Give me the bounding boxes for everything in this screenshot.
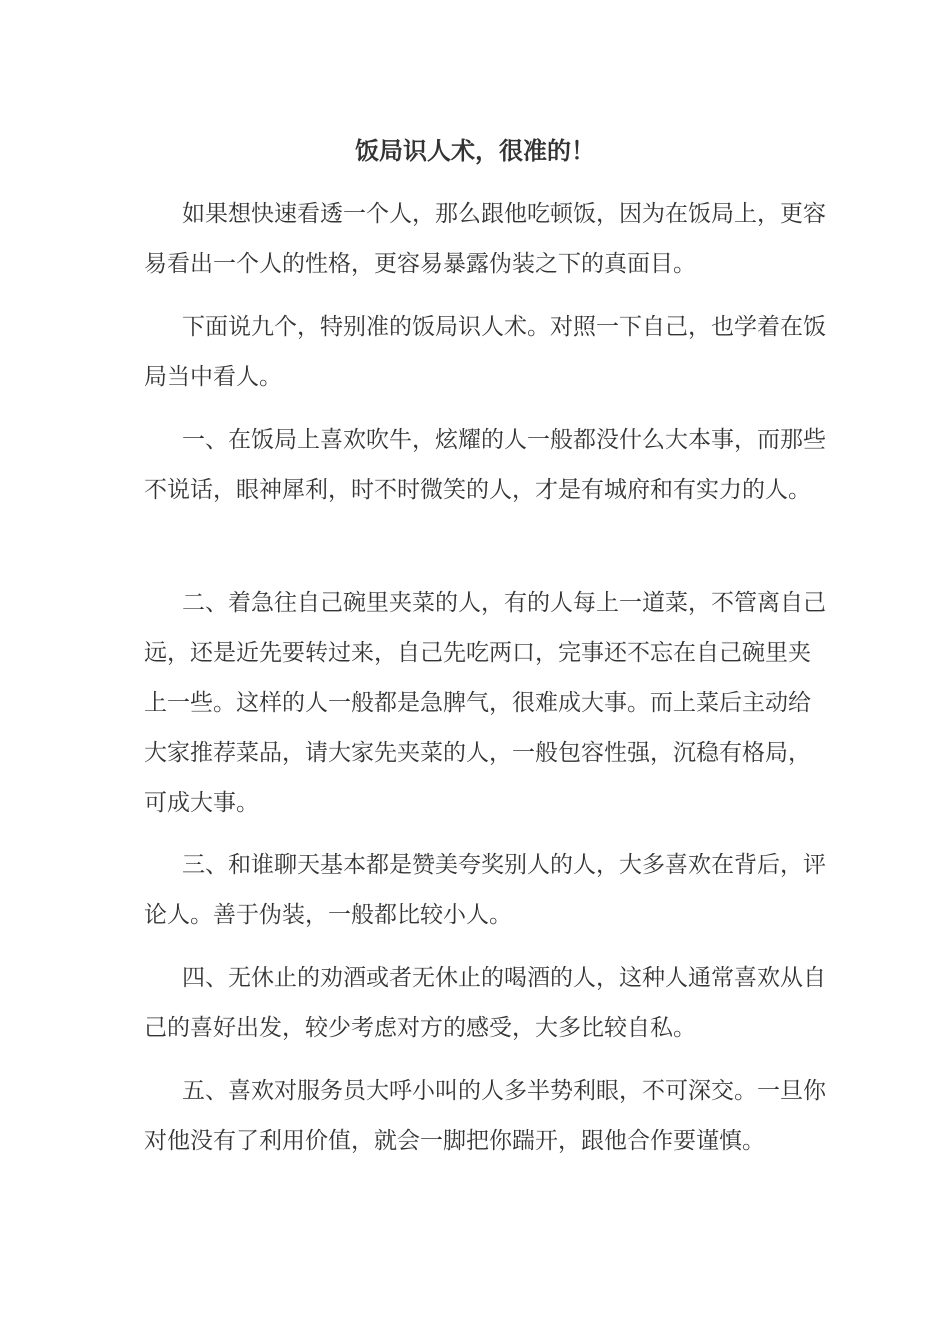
paragraph-point-3: 三、和谁聊天基本都是赞美夸奖别人的人，大多喜欢在背后，评论人。善于伪装，一般都比较小人。 [144, 852, 826, 928]
document-title: 饭局识人术，很准的！ [355, 137, 595, 165]
paragraph-point-2: 二、着急往自己碗里夹菜的人，有的人每上一道菜，不管离自己远，还是近先要转过来，自己先吃两口，完事还不忘在自己碗里夹上一些。这样的人一般都是急脾气，很难成大事。而上菜后主动给大家推荐菜品，请大家先夹菜的人，一般包容性强，沉稳有格局，可成大事。 [144, 590, 826, 816]
paragraph-point-1: 一、在饭局上喜欢吹牛，炫耀的人一般都没什么大本事，而那些不说话，眼神犀利，时不时微笑的人，才是有城府和有实力的人。 [144, 427, 826, 503]
paragraph-point-5: 五、喜欢对服务员大呼小叫的人多半势利眼，不可深交。一旦你对他没有了利用价值，就会一脚把你踹开，跟他合作要谨慎。 [144, 1078, 826, 1154]
paragraph-intro: 如果想快速看透一个人，那么跟他吃顿饭，因为在饭局上，更容易看出一个人的性格，更容易暴露伪装之下的真面目。 [144, 201, 826, 277]
paragraph-overview: 下面说九个，特别准的饭局识人术。对照一下自己，也学着在饭局当中看人。 [144, 314, 826, 390]
paragraph-point-4: 四、无休止的劝酒或者无休止的喝酒的人，这种人通常喜欢从自己的喜好出发，较少考虑对方的感受，大多比较自私。 [144, 965, 826, 1041]
